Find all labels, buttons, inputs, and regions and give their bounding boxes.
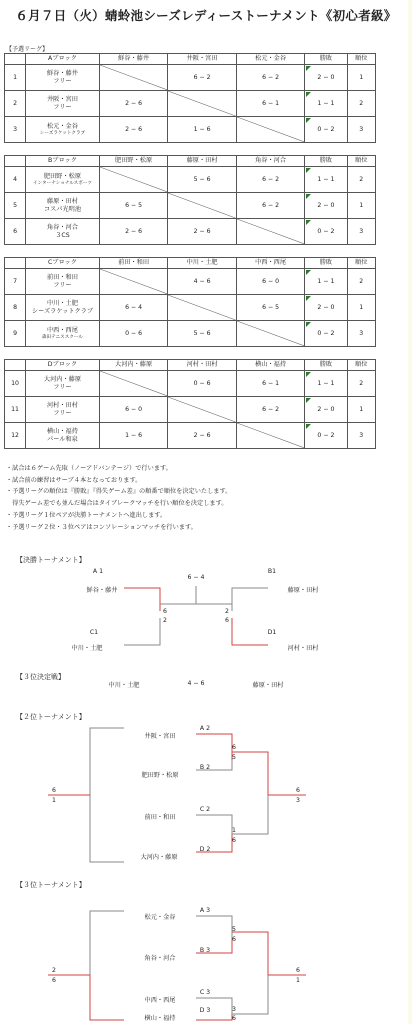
team-name-small: シーズラケットクラブ: [39, 130, 86, 136]
rank-cell: 1: [347, 65, 376, 91]
second-entry-name: 前田・和田: [144, 814, 176, 821]
row-number: 2: [5, 91, 26, 117]
pair-names: 横山・福持: [46, 427, 78, 435]
final-right-bottom-score: 6: [225, 617, 229, 624]
column-header: 角谷・河合: [236, 156, 305, 167]
league-section-label: 【予選リーグ】: [6, 46, 49, 53]
win-loss-value: 2 − 0: [317, 405, 335, 413]
final-left-bottom-score: 2: [163, 617, 167, 624]
team-name: フリー: [53, 77, 72, 85]
team-name: ３CS: [55, 231, 70, 239]
match-score: 4 − 6: [168, 269, 237, 295]
column-header: 藤原・田村: [168, 156, 237, 167]
final-right-top-score: 2: [225, 608, 229, 615]
rank-cell: 1: [347, 295, 376, 321]
column-header: 松元・金谷: [236, 54, 305, 65]
seed-d1-name: 河村・田村: [287, 645, 319, 652]
row-number: 11: [5, 397, 26, 423]
column-header: 前田・和田: [99, 258, 168, 269]
row-number: 12: [5, 423, 26, 449]
match-score: 2 − 6: [99, 117, 168, 143]
rank-cell: 2: [347, 371, 376, 397]
pair-names: 大河内・藤原: [43, 375, 82, 383]
seed-a1-code: A 1: [92, 568, 104, 575]
win-loss-header: 勝敗: [305, 360, 347, 371]
match-score: 2 − 6: [168, 423, 237, 449]
rank-cell: 3: [347, 219, 376, 245]
third-entry-code: A 3: [199, 907, 211, 914]
rank-cell: 1: [347, 397, 376, 423]
win-loss-value: 2 − 0: [317, 201, 335, 209]
third-entry-name: 松元・金谷: [144, 914, 176, 921]
second-semi1-bottom-score: 5: [232, 754, 236, 761]
rank-cell: 3: [347, 423, 376, 449]
column-header: 河村・田村: [168, 360, 237, 371]
row-number: 1: [5, 65, 26, 91]
pair-names: 中西・西尾: [46, 326, 78, 334]
team-name: フリー: [53, 281, 72, 289]
second-final-bottom-score: 3: [296, 797, 300, 804]
seed-d1-code: D1: [267, 629, 277, 636]
win-loss-value: 0 − 2: [317, 125, 335, 133]
team-name: フリー: [53, 409, 72, 417]
second-entry-code: D 2: [199, 846, 211, 853]
block-name: Aブロック: [26, 54, 100, 65]
row-number: 9: [5, 321, 26, 347]
second-semi2-top-score: 1: [232, 827, 236, 834]
match-score: 0 − 6: [168, 371, 237, 397]
third-semi2-top-score: 3: [232, 1006, 236, 1013]
row-number: 6: [5, 219, 26, 245]
column-header: 横山・福持: [236, 360, 305, 371]
third-place-left: 中川・土肥: [108, 682, 140, 689]
third-semi1-bottom-score: 6: [232, 936, 236, 943]
third-place-score: 4 − 6: [187, 680, 205, 687]
rank-cell: 2: [347, 167, 376, 193]
block-name: Bブロック: [26, 156, 100, 167]
second-left-top-score: 6: [52, 787, 56, 794]
third-final-top-score: 6: [296, 967, 300, 974]
pair-names: 前田・和田: [46, 273, 78, 281]
third-place-right: 藤原・田村: [252, 682, 284, 689]
win-loss-value: 0 − 2: [317, 329, 335, 337]
team-name-small: 森田テニススクール: [41, 334, 83, 340]
seed-a1-name: 鮮谷・藤井: [86, 587, 118, 594]
win-loss-value: 0 − 2: [317, 227, 335, 235]
rank-cell: 3: [347, 117, 376, 143]
match-score: 1 − 6: [99, 423, 168, 449]
second-entry-name: 肥田野・松原: [141, 772, 179, 779]
win-loss-value: 1 − 1: [317, 379, 335, 387]
rank-header: 順位: [347, 54, 376, 65]
match-score: 6 − 1: [236, 91, 305, 117]
win-loss-value: 2 − 0: [317, 303, 335, 311]
pair-names: 井阪・宮田: [46, 95, 78, 103]
team-name-small: インターナショナルスポーツ: [33, 180, 92, 186]
match-score: 5 − 6: [168, 321, 237, 347]
match-score: 6 − 5: [236, 295, 305, 321]
rank-header: 順位: [347, 156, 376, 167]
pair-names: 肥田野・松原: [43, 172, 82, 180]
match-score: 1 − 6: [168, 117, 237, 143]
pair-names: 中川・土肥: [46, 299, 78, 307]
column-header: 肥田野・松原: [99, 156, 168, 167]
row-number: 3: [5, 117, 26, 143]
team-name: コスパ光明池: [43, 205, 82, 213]
rank-cell: 2: [347, 91, 376, 117]
column-header: 大河内・藤原: [99, 360, 168, 371]
third-left-top-score: 2: [52, 967, 56, 974]
rank-cell: 2: [347, 269, 376, 295]
second-entry-code: C 2: [199, 806, 211, 813]
match-score: 6 − 1: [236, 371, 305, 397]
third-entry-code: D 3: [199, 1007, 211, 1014]
win-loss-value: 1 − 1: [317, 175, 335, 183]
seed-c1-code: C1: [89, 629, 99, 636]
match-score: 6 − 2: [168, 65, 237, 91]
seed-b1-name: 藤原・田村: [287, 587, 319, 594]
third-entry-name: 角谷・河合: [144, 955, 176, 962]
third-semi1-top-score: 5: [232, 926, 236, 933]
win-loss-header: 勝敗: [305, 156, 347, 167]
column-header: 鮮谷・藤井: [99, 54, 168, 65]
note-line: 得失ゲーム差でも並んだ場合はタイブレークマッチを行い順位を決定します。: [6, 500, 228, 508]
third-tournament-heading: 【３位トーナメント】: [16, 881, 86, 889]
match-score: 6 − 2: [236, 65, 305, 91]
row-number: 10: [5, 371, 26, 397]
final-tournament-heading: 【決勝トーナメント】: [16, 556, 86, 564]
row-number: 4: [5, 167, 26, 193]
team-name: フリー: [53, 103, 72, 111]
pair-names: 松元・金谷: [46, 122, 78, 130]
rank-cell: 1: [347, 193, 376, 219]
win-loss-value: 0 − 2: [317, 431, 335, 439]
pair-names: 鮮谷・藤井: [46, 69, 78, 77]
second-entry-name: 井阪・宮田: [144, 733, 176, 740]
note-line: ・予選リーグ２位・３位ペアはコンソレーションマッチを行います。: [6, 523, 197, 531]
second-semi1-top-score: 6: [232, 744, 236, 751]
win-loss-value: 2 − 0: [317, 73, 335, 81]
pair-names: 藤原・田村: [46, 197, 78, 205]
match-score: 2 − 6: [99, 91, 168, 117]
match-score: 0 − 6: [99, 321, 168, 347]
match-score: 6 − 0: [99, 397, 168, 423]
second-semi2-bottom-score: 6: [232, 837, 236, 844]
third-entry-name: 横山・福持: [144, 1015, 176, 1022]
match-score: 6 − 4: [99, 295, 168, 321]
win-loss-value: 1 − 1: [317, 99, 335, 107]
match-score: 6 − 5: [99, 193, 168, 219]
seed-b1-code: B1: [267, 568, 277, 575]
team-name: パール和泉: [47, 435, 78, 443]
block-name: Dブロック: [26, 360, 100, 371]
third-entry-name: 中西・西尾: [144, 997, 176, 1004]
win-loss-header: 勝敗: [305, 54, 347, 65]
team-name: フリー: [53, 383, 72, 391]
final-score: 6 − 4: [187, 574, 205, 581]
column-header: 中西・西尾: [236, 258, 305, 269]
rank-header: 順位: [347, 258, 376, 269]
row-number: 7: [5, 269, 26, 295]
note-line: ・予選リーグの順位は『勝敗』『得失ゲーム差』の順番で順位を決定いたします。: [6, 488, 232, 496]
second-entry-code: A 2: [199, 725, 211, 732]
note-line: ・試合は６ゲーム先取（ノーアドバンテージ）で行います。: [6, 465, 172, 472]
note-line: ・予選リーグ１位ペアが決勝トーナメントへ進出します。: [6, 511, 167, 519]
match-score: 6 − 0: [236, 269, 305, 295]
match-score: 6 − 2: [236, 193, 305, 219]
second-entry-name: 大河内・藤原: [140, 854, 178, 861]
win-loss-value: 1 − 1: [317, 277, 335, 285]
match-score: 6 − 2: [236, 397, 305, 423]
row-number: 8: [5, 295, 26, 321]
match-score: 2 − 6: [168, 219, 237, 245]
match-score: 2 − 6: [99, 219, 168, 245]
second-tournament-heading: 【２位トーナメント】: [16, 713, 86, 721]
third-entry-code: C 3: [199, 989, 211, 996]
second-final-top-score: 6: [296, 787, 300, 794]
page-title: ６月７日（火）蜻蛉池シーズレディーストーナメント《初心者級》: [15, 8, 397, 23]
rank-header: 順位: [347, 360, 376, 371]
row-number: 5: [5, 193, 26, 219]
match-score: 5 − 6: [168, 167, 237, 193]
column-header: 井阪・宮田: [168, 54, 237, 65]
third-semi2-bottom-score: 6: [232, 1015, 236, 1022]
match-score: 6 − 2: [236, 167, 305, 193]
team-name: シーズラケットクラブ: [31, 307, 94, 315]
final-left-top-score: 6: [163, 608, 167, 615]
block-name: Cブロック: [26, 258, 100, 269]
third-place-heading: 【３位決定戦】: [16, 673, 65, 681]
win-loss-header: 勝敗: [305, 258, 347, 269]
seed-c1-name: 中川・土肥: [71, 645, 103, 652]
third-final-bottom-score: 1: [296, 977, 300, 984]
second-left-bottom-score: 1: [52, 797, 56, 804]
note-line: ・試合前の練習はサーブ４本となっております。: [6, 476, 142, 484]
rank-cell: 3: [347, 321, 376, 347]
pair-names: 河村・田村: [46, 401, 78, 409]
third-left-bottom-score: 6: [52, 977, 56, 984]
second-entry-code: B 2: [199, 764, 211, 771]
third-entry-code: B 3: [199, 947, 211, 954]
pair-names: 角谷・河合: [46, 223, 78, 231]
column-header: 中川・土肥: [168, 258, 237, 269]
